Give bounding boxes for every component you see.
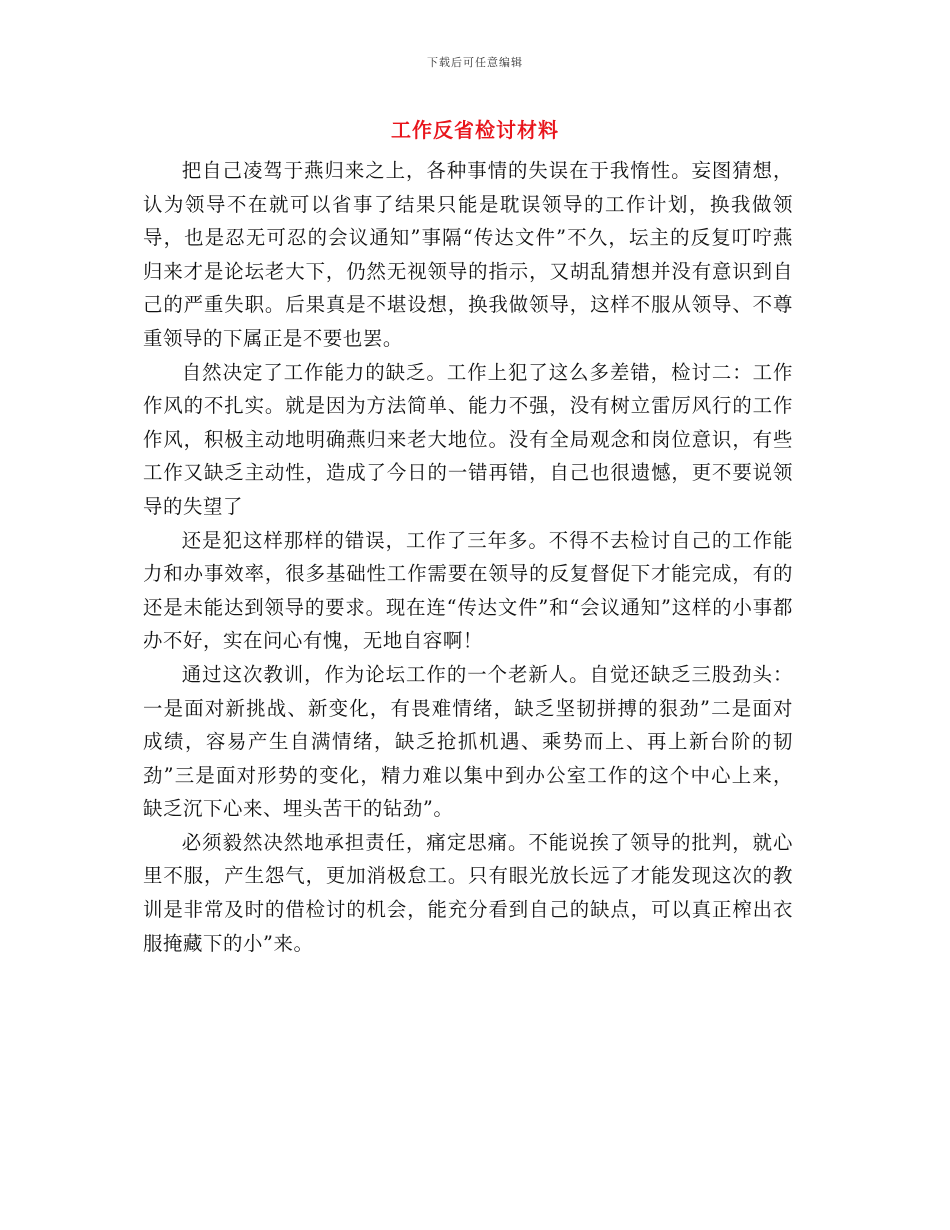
paragraph-2: 自然决定了工作能力的缺乏。工作上犯了这么多差错，检讨二：工作作风的不扎实。就是因为方法简单、能力不强，没有树立雷厉风行的工作作风，积极主动地明确燕归来老大地位。没有全局观念和岗位意识，有些工作又缺乏主动性，造成了今日的一错再错，自己也很遗憾，更不要说领导的失望了 bbox=[143, 360, 793, 518]
document-title: 工作反省检讨材料 bbox=[391, 118, 559, 142]
document-body bbox=[143, 154, 793, 960]
paragraph-1: 把自己凌驾于燕归来之上，各种事情的失误在于我惰性。妄图猜想，认为领导不在就可以省事了结果只能是耽误领导的工作计划，换我做领导，也是忍无可忍的会议通知”事隔“传达文件”不久，坛主的反复叮咛燕归来才是论坛老大下，仍然无视领导的指示，又胡乱猜想并没有意识到自己的严重失职。后果真是不堪设想，换我做领导，这样不服从领导、不尊重领导的下属正是不要也罢。 bbox=[143, 159, 793, 350]
paragraph-4: 通过这次教训，作为论坛工作的一个老新人。自觉还缺乏三股劲头：一是面对新挑战、新变化，有畏难情绪，缺乏坚韧拼搏的狠劲”二是面对成绩，容易产生自满情绪，缺乏抢抓机遇、乘势而上、再上新台阶的韧劲”三是面对形势的变化，精力难以集中到办公室工作的这个中心上来，缺乏沉下心来、埋头苦干的钻劲”。 bbox=[143, 662, 793, 821]
paragraph-3: 还是犯这样那样的错误，工作了三年多。不得不去检讨自己的工作能力和办事效率，很多基础性工作需要在领导的反复督促下才能完成，有的还是未能达到领导的要求。现在连“传达文件”和“会议通知”这样的小事都办不好，实在问心有愧，无地自容啊！ bbox=[143, 528, 793, 653]
header-note: 下载后可任意编辑 bbox=[427, 56, 523, 69]
paragraph-5: 必须毅然决然地承担责任，痛定思痛。不能说挨了领导的批判，就心里不服，产生怨气，更加消极怠工。只有眼光放长远了才能发现这次的教训是非常及时的借检讨的机会，能充分看到自己的缺点，可以真正榨出衣服掩藏下的小”来。 bbox=[143, 830, 793, 955]
